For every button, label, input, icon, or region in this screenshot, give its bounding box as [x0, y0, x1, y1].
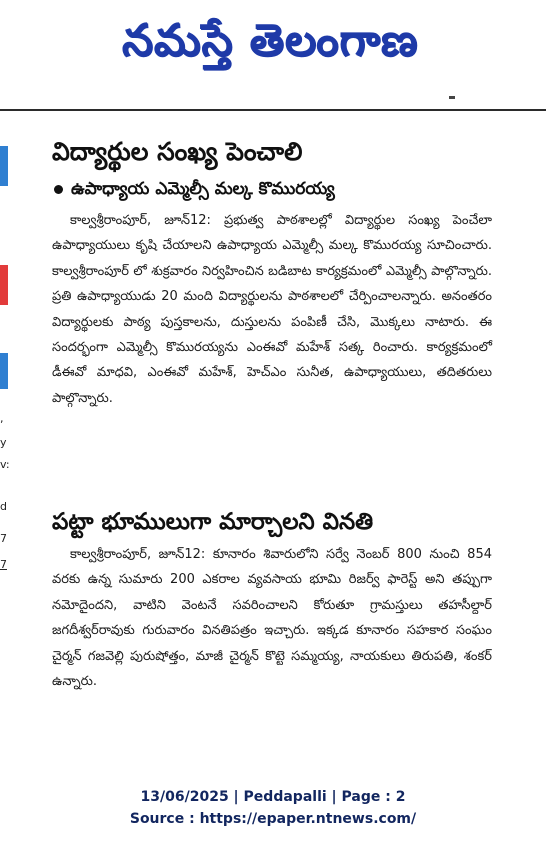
- strip-block-red: [0, 265, 8, 305]
- news-article: [52, 133, 492, 768]
- article-headline: విద్యార్థుల సంఖ్య పెంచాలి: [52, 137, 303, 166]
- masthead-divider: [0, 109, 546, 111]
- strip-char: d: [0, 500, 7, 513]
- strip-char: y: [0, 436, 7, 449]
- footer-source: Source : https://epaper.ntnews.com/: [129, 811, 417, 827]
- second-article-paragraph: కాల్వశ్రీరాంపూర్, జూన్12: కూనారం శివారులోని సర్వే నెంబర్ 800 నుంచి 854 వరకు ఉన్న సుమారు 200 ఎకరాల వ్యవసాయ భూమి రిజర్వ్ ఫారెస్ట్ అని తప్పుగా నమోదైందని, వాటిని వెంటనే సవరించాలని కోరుతూ గ్రామస్తులు తహసీల్దార్ జగదీశ్వర్‌రావుకు గురువారం వినతిపత్రం ఇచ్చారు. ఇక్కడ కూనారం సహకార సంఘం చైర్మన్ గజవెల్లి పురుషోత్తం, మాజీ చైర్మన్ కొట్టె సమ్మయ్య, నాయకులు తిరుపతి, శంకర్ ఉన్నారు.: [52, 547, 492, 690]
- newspaper-logo: నమస్తే తెలంగాణ: [121, 15, 419, 66]
- masthead-mark: [449, 96, 455, 99]
- masthead: [0, 0, 546, 112]
- adjacent-column-strip: [0, 140, 12, 580]
- footer-date-edition: 13/06/2025 | Peddapalli | Page : 2: [140, 789, 406, 805]
- subhead-text: ఉపాధ్యాయ ఎమ్మెల్సీ మల్క కొమురయ్య: [71, 179, 335, 199]
- second-article-headline: పట్టా భూములుగా మార్చాలని వినతి: [52, 509, 374, 535]
- clipping-footer: [0, 778, 546, 838]
- strip-char: 7: [0, 558, 7, 571]
- strip-char: ,: [0, 412, 4, 425]
- article-subhead: [54, 176, 335, 202]
- strip-block-blue: [0, 146, 8, 186]
- strip-block-blue-2: [0, 353, 8, 389]
- article-paragraph: కాల్వశ్రీరాంపూర్, జూన్12: ప్రభుత్వ పాఠశాలల్లో విద్యార్థుల సంఖ్య పెంచేలా ఉపాధ్యాయులు కృషి చేయాలని ఉపాధ్యాయ ఎమ్మెల్సీ మల్క కొమురయ్య సూచించారు. కాల్వశ్రీరాంపూర్ లో శుక్రవారం నిర్వహించిన బడిబాట కార్యక్రమంలో ఎమ్మెల్సీ పాల్గొన్నారు. ప్రతి ఉపాధ్యాయుడు 20 మంది విద్యార్థులను పాఠశాలలో చేర్పించాలన్నారు. అనంతరం విద్యార్థులకు పాఠ్య పుస్తకాలను, దుస్తులను పంపిణీ చేసి, మొక్కలు నాటారు. ఈ సందర్భంగా ఎమ్మెల్సీ కొమురయ్యను ఎంఈవో మహేశ్ సత్క రించారు. కార్యక్రమంలో డీఈవో మాధవి, ఎంఈవో మహేశ్, హెచ్ఎం సునీత, ఉపాధ్యాయులు, తదితరులు పాల్గొన్నారు.: [52, 213, 492, 406]
- strip-char: v:: [0, 458, 10, 471]
- strip-char: 7: [0, 532, 7, 545]
- bullet-icon: [54, 185, 63, 194]
- cropped-next-headline: [52, 757, 492, 769]
